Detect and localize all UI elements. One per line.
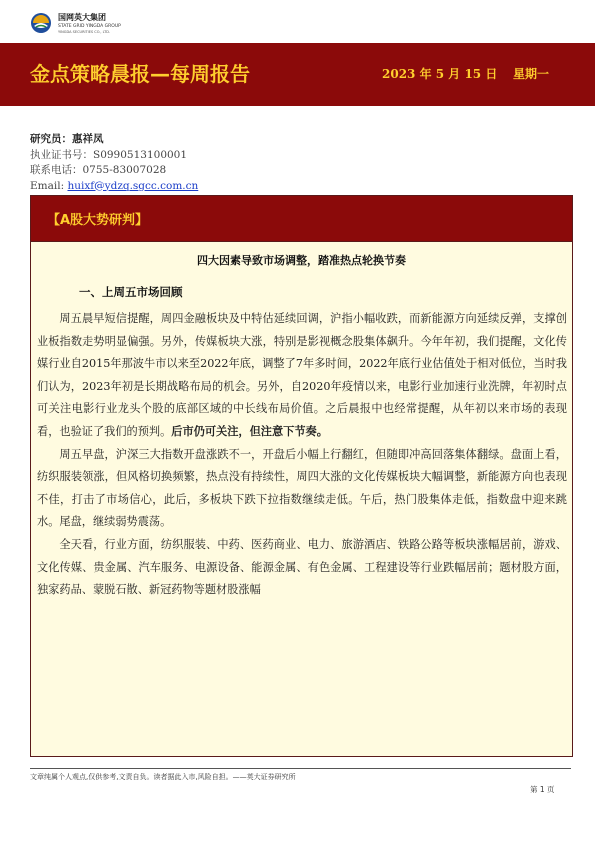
phone-line — [30, 163, 198, 179]
section-header-label: 【A股大势研判】 — [47, 213, 149, 228]
researcher-label: 研究员： — [30, 133, 72, 145]
license-line — [30, 148, 198, 164]
email-line — [30, 179, 198, 195]
analyst-info — [30, 132, 198, 194]
report-banner — [0, 43, 595, 103]
company-logo — [30, 10, 140, 38]
paragraph-2: 周五早盘，沪深三大指数开盘涨跌不一，开盘后小幅上行翻红，但随即冲高回落集体翻绿。盘面上看，纺织服装领涨，但风格切换频繁，热点没有持续性，周四大涨的文化传媒板块大幅调整，新能源方向也表现不佳，打击了市场信心，此后，多板块下跌下拉指数继续走低。午后，热门股集体走低，指数盘中迎来跳水。尾盘，继续弱势震荡。 — [37, 447, 567, 529]
paragraph-3: 全天看，行业方面，纺织服装、中药、医药商业、电力、旅游酒店、铁路公路等板块涨幅居前，游戏、文化传媒、贵金属、汽车服务、电源设备、能源金属、有色金属、工程建设等行业跌幅居前；题材股方面，独家药品、蒙脱石散、新冠药物等题材股涨幅 — [37, 537, 567, 597]
researcher-line — [30, 132, 198, 148]
brand-subtitle-2: YINGDA SECURITIES CO., LTD. — [58, 30, 111, 34]
paragraph-1 — [37, 308, 567, 444]
banner-divider — [0, 103, 595, 106]
footer-disclaimer: 文章纯属个人观点,仅供参考,文责自负。读者据此入市,风险自担。——英大证券研究所 — [30, 773, 296, 781]
brand-name: 国网英大集团 — [58, 13, 106, 22]
section-header — [31, 196, 572, 241]
phone-label: 联系电话： — [30, 164, 83, 176]
license-number: S0990513100001 — [93, 148, 188, 161]
phone-number: 0755-83007028 — [82, 164, 167, 176]
paragraph-1-text: 周五晨早短信提醒，周四金融板块及中特估延续回调，沪指小幅收跌，而新能源方向延续反弹，支撑创业板指数走势明显偏强。另外，传媒板块大涨，特别是影视概念股集体飙升。今年年初，我们提醒，文化传媒行业自2015年那波牛市以来至2022年底，调整了7年多时间，2022年底行业估值处于相对低位，当时我们认为，2023年初是长期战略布局的机会。另外，自2020年疫情以来，电影行业加速行业洗牌，年初时点可关注电影行业龙头个股的底部区域的中长线布局价值。之后晨报中也经常提醒，从年初以来市场的表现看，也验证了我们的预判。 — [37, 312, 567, 438]
page-number: 第 1 页 — [530, 785, 555, 794]
paragraph-1-highlight: 后市仍可关注，但注意下节奏。 — [171, 424, 328, 438]
company-logo-icon — [30, 12, 52, 34]
subsection-title: 一、上周五市场回顾 — [79, 285, 183, 299]
license-label: 执业证书号： — [30, 148, 93, 161]
email-label: Email: — [30, 179, 68, 192]
email-link[interactable]: huixf@ydzq.sgcc.com.cn — [67, 179, 199, 192]
article-body — [37, 308, 567, 602]
report-date: 2023 年 5 月 15 日 — [382, 67, 498, 81]
article-title: 四大因素导致市场调整，踏准热点轮换节奏 — [197, 254, 406, 267]
researcher-name: 惠祥凤 — [72, 133, 104, 145]
brand-subtitle: STATE GRID YINGDA GROUP — [58, 24, 121, 29]
footer-divider — [30, 768, 571, 769]
market-analysis-box — [30, 195, 573, 757]
report-weekday: 星期一 — [513, 67, 550, 81]
section-divider — [31, 241, 572, 242]
report-title: 金点策略晨报—每周报告 — [30, 62, 250, 86]
